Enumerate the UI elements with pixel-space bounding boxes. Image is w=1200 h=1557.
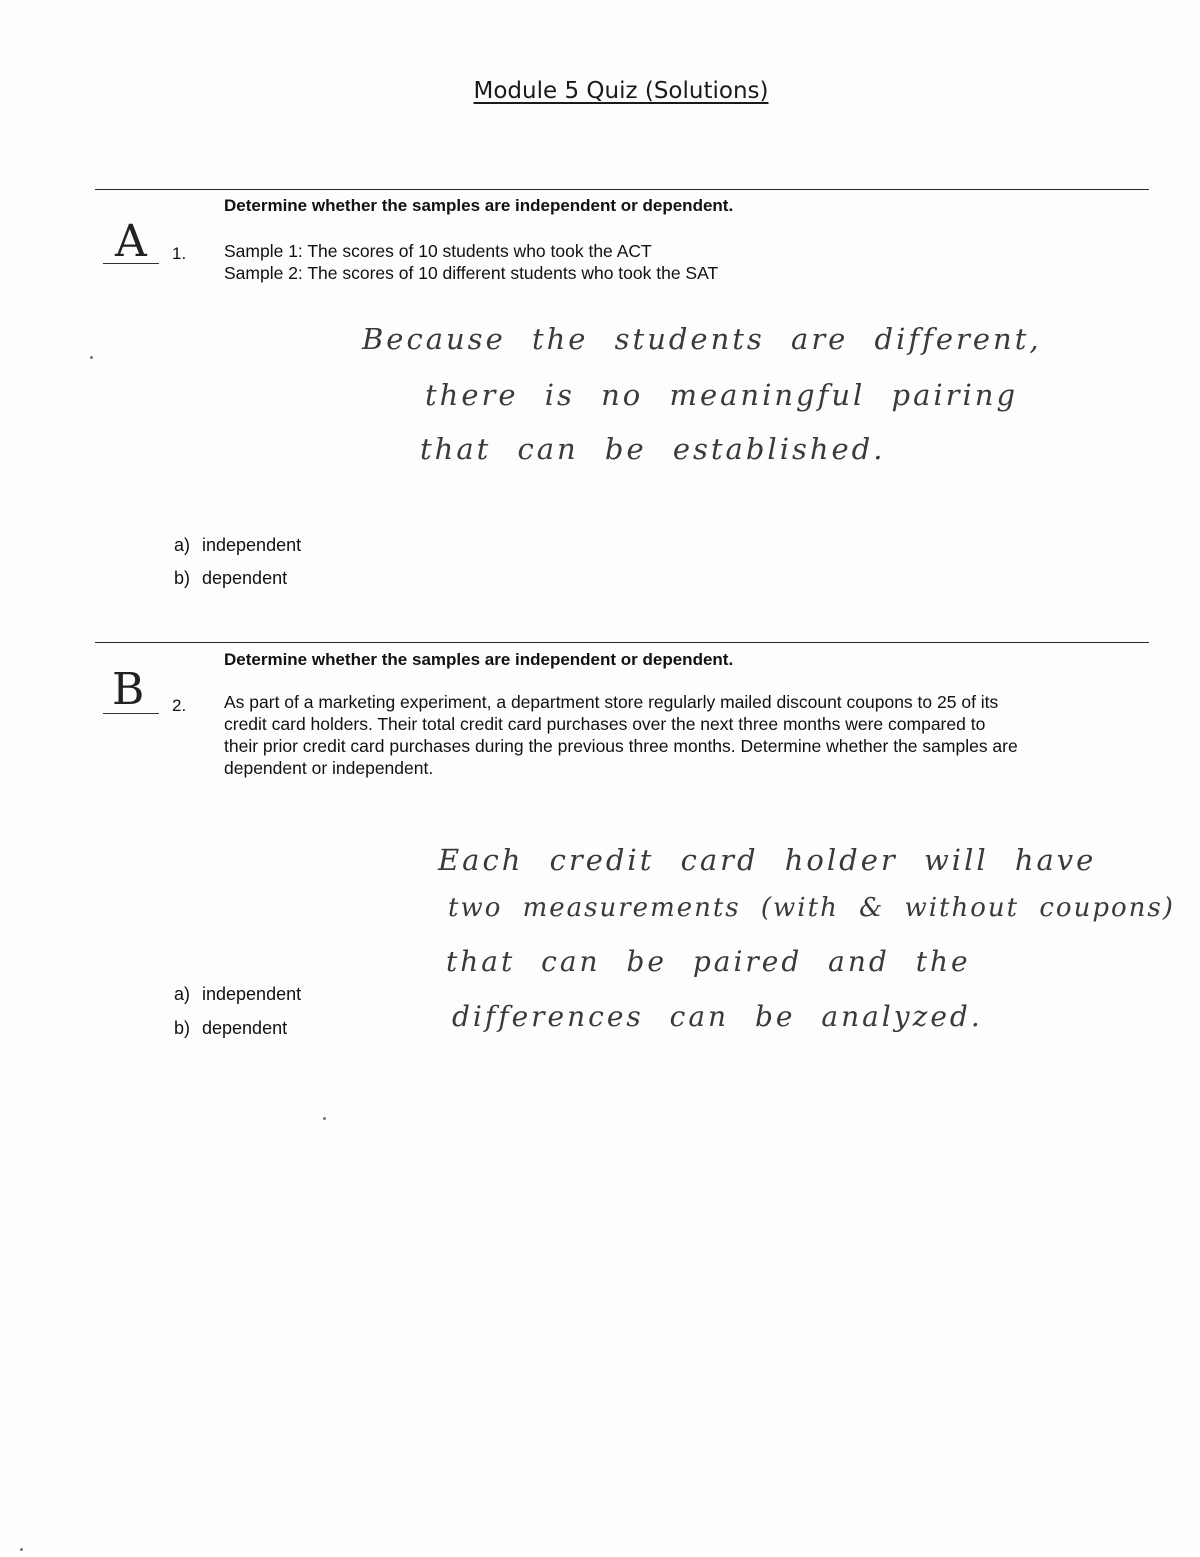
question-instruction: Determine whether the samples are independent or dependent. <box>224 196 734 215</box>
answer-mark: B <box>112 664 145 715</box>
question-text-line: dependent or independent. <box>224 758 434 778</box>
option-text: dependent <box>202 568 288 588</box>
answer-blank-line <box>103 713 159 714</box>
question-text-line: credit card holders. Their total credit card purchases over the next three months were compared to <box>224 714 986 734</box>
option-label: b) <box>173 568 190 588</box>
question-number: 2. <box>172 696 187 715</box>
handwritten-answer-line: differences can be analyzed. <box>452 1000 983 1033</box>
section-divider <box>95 642 1149 643</box>
handwritten-answer-line: that can be paired and the <box>446 945 971 978</box>
handwritten-answer-line: two measurements (with & without coupons) <box>448 893 1175 923</box>
option-text: dependent <box>202 1018 288 1038</box>
handwritten-answer-line: Because the students are different, <box>362 322 1042 356</box>
question-text-line: As part of a marketing experiment, a department store regularly mailed discount coupons to 25 of its <box>224 692 999 712</box>
answer-blank-line <box>103 263 159 264</box>
option-text: independent <box>202 984 302 1004</box>
question-number: 1. <box>172 244 187 263</box>
answer-mark: A <box>115 216 147 267</box>
option-a[interactable] <box>150 984 301 1005</box>
question-text-line: their prior credit card purchases during the previous three months. Determine whether the samples are <box>224 736 1018 756</box>
page-title: Module 5 Quiz (Solutions) <box>473 78 769 104</box>
scan-speck <box>323 1117 326 1120</box>
option-label: a) <box>173 984 190 1004</box>
handwritten-answer-line: Each credit card holder will have <box>438 843 1097 877</box>
option-a[interactable] <box>150 535 301 556</box>
option-b[interactable] <box>150 568 287 589</box>
option-label: a) <box>173 535 190 555</box>
question-text <box>224 240 718 284</box>
scan-speck <box>90 356 93 359</box>
question-instruction: Determine whether the samples are independent or dependent. <box>224 650 734 669</box>
question-text-line: Sample 2: The scores of 10 different students who took the SAT <box>224 263 719 283</box>
option-b[interactable] <box>150 1018 287 1039</box>
option-text: independent <box>202 535 302 555</box>
handwritten-answer-line: that can be established. <box>420 432 886 466</box>
handwritten-answer-line: there is no meaningful pairing <box>425 378 1019 412</box>
scan-speck <box>20 1548 23 1551</box>
question-text-line: Sample 1: The scores of 10 students who took the ACT <box>224 241 652 261</box>
section-divider <box>95 189 1149 190</box>
option-label: b) <box>173 1018 190 1038</box>
question-text <box>224 691 1018 779</box>
